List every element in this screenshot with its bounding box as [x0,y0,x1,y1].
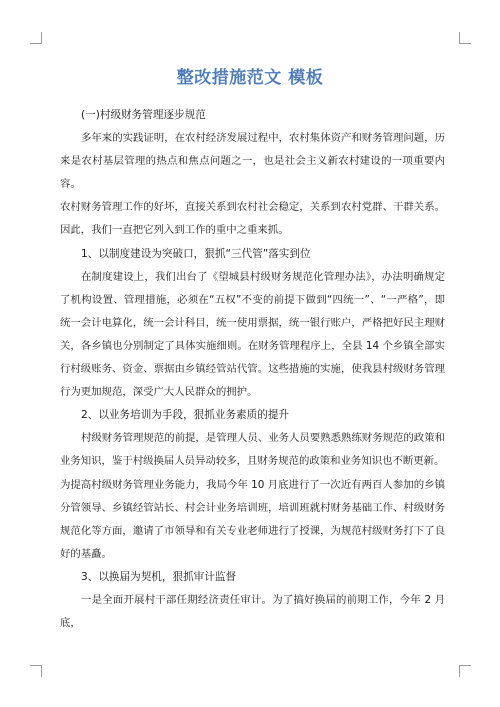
document-title: 整改措施范文 模板 [176,68,324,88]
body-paragraph: 一是全面开展村干部任期经济责任审计。为了搞好换届的前期工作，今年 2 月底， [60,593,445,630]
crop-mark-bottom-right [459,665,471,677]
body-paragraph: 农村财务管理工作的好坏，直接关系到农村社会稳定，关系到农村党群、干群关系。因此，我们一直把它列入到工作的重中之重来抓。 [60,201,445,237]
document-body [60,104,445,635]
body-paragraph: 多年来的实践证明，在农村经济发展过程中，农村集体资产和财务管理问题，历来是农村基层管理的热点和焦点问题之一，也是社会主义新农村建设的一项重要内容。 [60,132,445,191]
crop-mark-top-right [459,32,471,44]
crop-mark-top-left [30,32,42,44]
section-heading: (一)村级财务管理逐步规范 [81,109,206,121]
subsection-heading: 3、以换届为契机，狠抓审计监督 [81,570,237,583]
body-paragraph: 村级财务管理规范的前提，是管理人员、业务人员要熟悉熟练财务规范的政策和业务知识，鉴于村级换届人员异动较多，且财务规范的政策和业务知识也不断更新。 [60,432,445,468]
body-paragraph: 为提高村级财务管理业务能力，我局今年 10 月底进行了一次近有两百人参加的乡镇分管领导、乡镇经管站长、村会计业务培训班，培训班就村财务基础工作、村级财务规范化等方面，邀请了市领导和有关专业老师进行了授课，为规范村级财务打下了良好的基矗。 [60,478,445,560]
subsection-heading: 2、以业务培训为手段，狠抓业务素质的提升 [81,409,290,422]
subsection-heading: 1、以制度建设为突破口，狠抓“三代管”落实到位 [81,247,311,260]
body-paragraph: 在制度建设上，我们出台了《望城县村级财务规范化管理办法》，办法明确规定了机构设置、管理措施，必须在“五权”不变的前提下做到“四统一”、“一严格”，即统一会计电算化，统一会计科目，统一使用票据，统一银行账户，严格把好民主理财关，各乡镇也分别制定了具体实施细则。在财务管理程序上，全县 14 个乡镇全部实行村级账务、资金、票据由乡镇经管站代管。这些措施的实施，使我县村级财务管理行为更加规范，深受广大人民群众的拥护。 [60,270,445,399]
crop-mark-bottom-left [30,665,42,677]
